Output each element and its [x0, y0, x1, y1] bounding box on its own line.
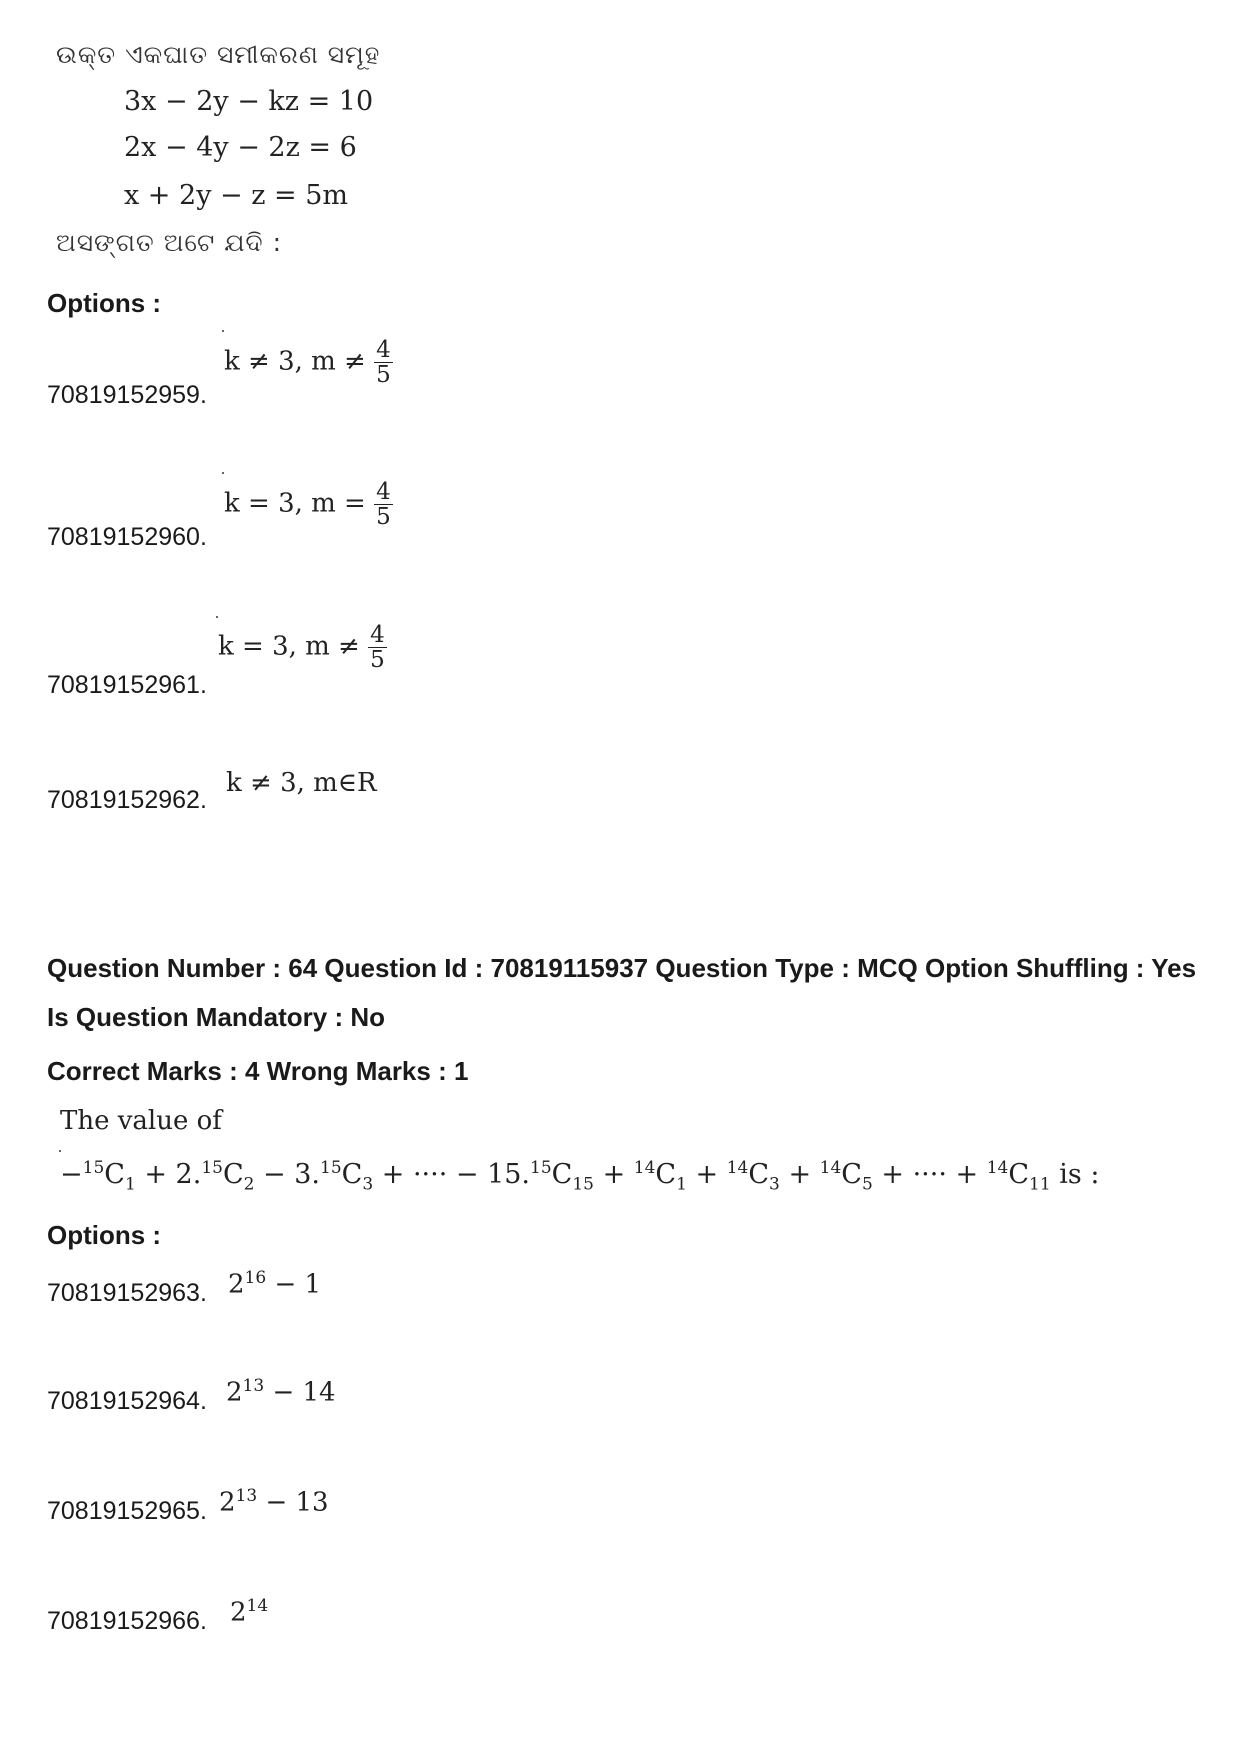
fraction-denominator: 5: [376, 504, 391, 531]
option-exponent: 16: [244, 1268, 267, 1288]
option-id: 70819152964.: [47, 1387, 207, 1415]
options-label: Options :: [47, 288, 162, 318]
option-rest: − 1: [266, 1269, 322, 1300]
option-math: [224, 338, 393, 387]
option-math-prefix: k ≠ 3, m ≠: [224, 346, 366, 377]
option-base: 2: [219, 1487, 236, 1518]
option-math: [218, 623, 387, 672]
scan-dot: [59, 1150, 61, 1152]
question-header: Question Number : 64 Question Id : 70819115937 Question Type : MCQ Option Shuffling : Yes: [47, 953, 1197, 983]
option-rest: − 14: [264, 1377, 336, 1408]
option-exponent: 14: [246, 1596, 269, 1616]
fraction-denominator: 5: [376, 362, 391, 389]
binomial-expression: $-^{15}C_1 + 2.15C_2 - 3.15C_3$ + ···· − $15.15C_{15} + ^{14}C_1 + ^{14}C_3 + ^{14}C_5$ + ···· + $^{14}C_{11}$ is :: [60, 1158, 1100, 1195]
fraction-denominator: 5: [370, 647, 385, 674]
option-math: [219, 1486, 329, 1518]
option-math: [226, 1376, 336, 1408]
option-id: 70819152961.: [47, 671, 207, 699]
option-math-prefix: k = 3, m ≠: [218, 631, 360, 662]
equation-2: 2x − 4y − 2z = 6: [124, 132, 357, 163]
option-id: 70819152966.: [47, 1607, 207, 1635]
option-id: 70819152960.: [47, 523, 207, 551]
option-id: 70819152959.: [47, 381, 207, 409]
option-id: 70819152962.: [47, 786, 207, 814]
option-id: 70819152965.: [47, 1497, 207, 1525]
option-math: [228, 1268, 321, 1300]
expression-tail: is :: [1059, 1159, 1100, 1190]
option-id: 70819152963.: [47, 1279, 207, 1307]
question-suffix-odia: ଅସଙ୍ଗତ ଅଟେ ଯଦି :: [56, 228, 282, 257]
fraction-numerator: 4: [370, 622, 385, 648]
equation-3: x + 2y − z = 5m: [124, 180, 349, 211]
fraction: [374, 480, 393, 529]
fraction-numerator: 4: [376, 479, 391, 505]
scan-dot: [222, 472, 224, 474]
scan-dot: [222, 330, 224, 332]
option-base: 2: [228, 1269, 245, 1300]
equation-1: 3x − 2y − kz = 10: [124, 86, 374, 117]
option-math: k ≠ 3, m∈R: [226, 768, 377, 798]
option-base: 2: [230, 1597, 247, 1628]
question-prompt-odia: ଉକ୍ତ ଏକଘାତ ସମୀକରଣ ସମୂହ: [56, 40, 381, 69]
scan-dot: [216, 616, 218, 618]
question-mandatory: Is Question Mandatory : No: [47, 1002, 386, 1032]
option-math: [224, 480, 393, 529]
question-prompt: The value of: [60, 1106, 222, 1136]
question-marks: Correct Marks : 4 Wrong Marks : 1: [47, 1056, 469, 1086]
fraction-numerator: 4: [376, 337, 391, 363]
option-rest: − 13: [257, 1487, 329, 1518]
option-math: [230, 1596, 268, 1628]
option-exponent: 13: [235, 1486, 258, 1506]
option-math-prefix: k = 3, m =: [224, 488, 366, 519]
fraction: [368, 623, 387, 672]
options-label: Options :: [47, 1220, 162, 1250]
option-base: 2: [226, 1377, 243, 1408]
option-exponent: 13: [242, 1376, 265, 1396]
fraction: [374, 338, 393, 387]
